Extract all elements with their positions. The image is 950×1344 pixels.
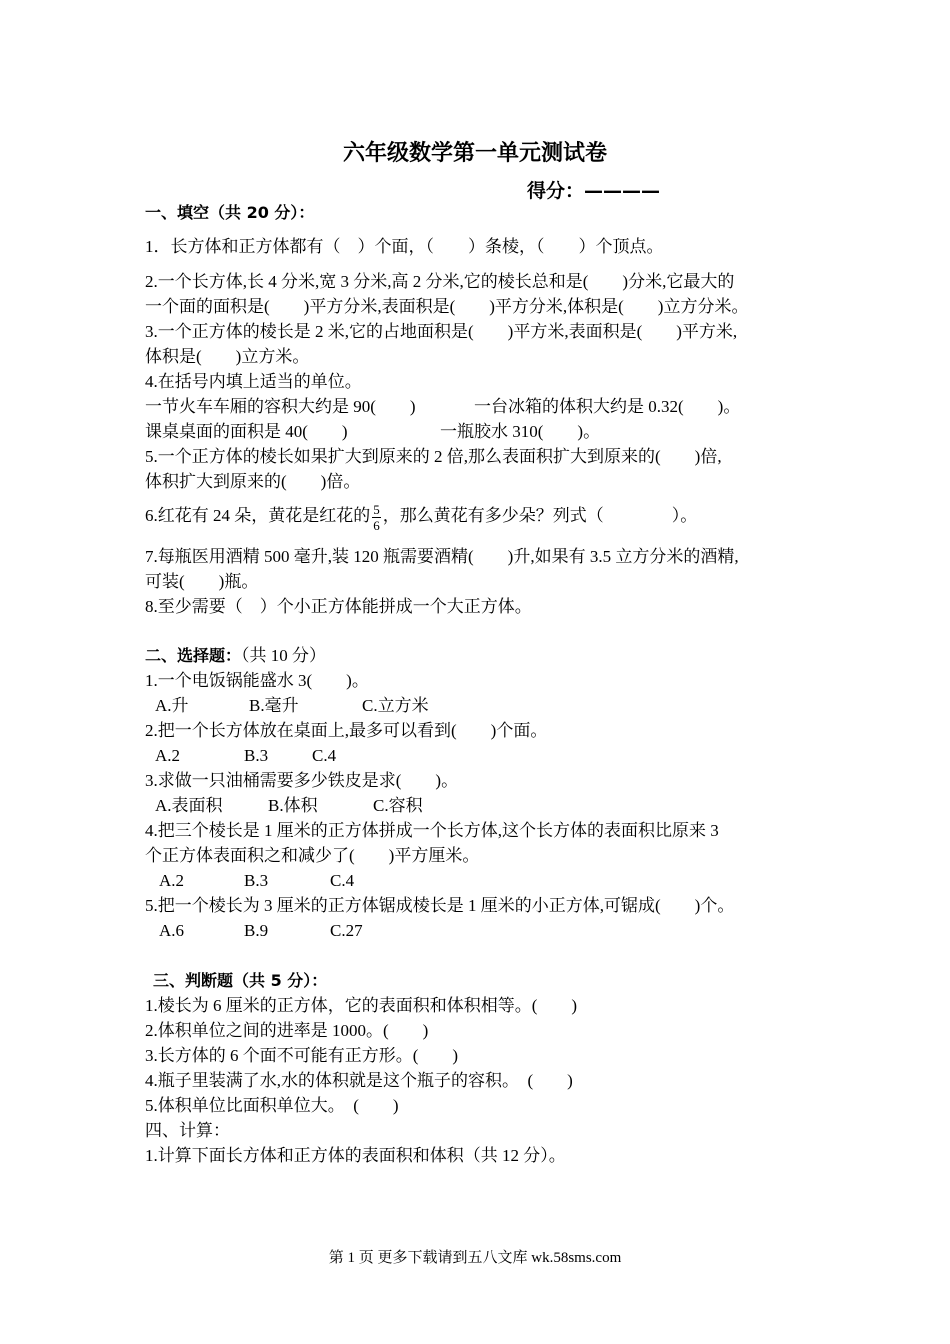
question-1-5-line1: 5.一个正方体的棱长如果扩大到原来的 2 倍,那么表面积扩大到原来的( )倍, — [145, 447, 722, 466]
score-label: 得分：———— — [527, 180, 661, 202]
question-1-4-item-a2: 一台冰箱的体积大约是 0.32( )。 — [474, 397, 741, 416]
option-2-1-a: A.升 — [155, 696, 189, 715]
option-2-1-b: B.毫升 — [249, 696, 299, 715]
question-2-5: 5.把一个棱长为 3 厘米的正方体锯成棱长是 1 厘米的小正方体,可锯成( )个。 — [145, 896, 735, 915]
option-2-5-b: B.9 — [244, 921, 269, 940]
question-1-4: 4.在括号内填上适当的单位。 — [145, 372, 362, 391]
question-1-6-text: 6.红花有 24 朵，黄花是红花的 — [145, 506, 371, 525]
section-heading-choice — [145, 645, 326, 667]
question-1-2-line2: 一个面的面积是( )平方分米,表面积是( )平方分米,体积是( )立方分米。 — [145, 297, 749, 316]
section-heading-calculation: 四、计算： — [145, 1121, 230, 1140]
option-2-2-c: C.4 — [312, 746, 337, 765]
question-1-4-item-b1: 课桌桌面的面积是 40( ) — [145, 422, 348, 441]
question-4-1: 1.计算下面长方体和正方体的表面积和体积（共 12 分）。 — [145, 1146, 566, 1165]
section-heading-choice-points: （共 10 分） — [241, 646, 327, 665]
option-2-3-c: C.容积 — [373, 796, 423, 815]
question-1-7-line1: 7.每瓶医用酒精 500 毫升,装 120 瓶需要酒精( )升,如果有 3.5 立方分米的酒精, — [145, 547, 739, 566]
section-heading-true-false: 三、判断题（共 5 分）： — [153, 971, 328, 990]
question-2-4-line2: 个正方体表面积之和减少了( )平方厘米。 — [145, 846, 480, 865]
option-2-2-b: B.3 — [244, 746, 269, 765]
question-3-1: 1.棱长为 6 厘米的正方体，它的表面积和体积相等。( ) — [145, 996, 578, 1015]
question-1-2-line1: 2.一个长方体,长 4 分米,宽 3 分米,高 2 分米,它的棱长总和是( )分米,它最大的 — [145, 272, 735, 291]
question-1-5-line2: 体积扩大到原来的( )倍。 — [145, 472, 361, 491]
page-title: 六年级数学第一单元测试卷 — [342, 141, 607, 166]
question-3-2: 2.体积单位之间的进率是 1000。( ) — [145, 1021, 429, 1040]
question-1-8: 8.至少需要（ ）个小正方体能拼成一个大正方体。 — [145, 597, 532, 616]
fraction — [372, 502, 381, 533]
question-2-4-line1: 4.把三个棱长是 1 厘米的正方体拼成一个长方体,这个长方体的表面积比原来 3 — [145, 821, 719, 840]
fraction-numerator: 5 — [373, 501, 380, 517]
section-heading-choice-bold: 二、选择题： — [145, 646, 242, 665]
question-3-5: 5.体积单位比面积单位大。 ( ) — [145, 1096, 399, 1115]
option-2-4-a: A.2 — [159, 871, 185, 890]
option-2-4-c: C.4 — [330, 871, 355, 890]
question-1-3-line2: 体积是( )立方米。 — [145, 347, 310, 366]
question-1-1: 1．长方体和正方体都有（ ）个面，（ ）条棱，（ ）个顶点。 — [145, 237, 664, 256]
option-2-1-c: C.立方米 — [362, 696, 429, 715]
option-2-5-c: C.27 — [330, 921, 363, 940]
question-1-4-item-a1: 一节火车车厢的容积大约是 90( ) — [145, 397, 416, 416]
question-1-4-item-b2: 一瓶胶水 310( )。 — [440, 422, 601, 441]
question-3-4: 4.瓶子里装满了水,水的体积就是这个瓶子的容积。 ( ) — [145, 1071, 573, 1090]
fraction-denominator: 6 — [373, 517, 380, 533]
question-2-3: 3.求做一只油桶需要多少铁皮是求( )。 — [145, 771, 459, 790]
section-heading-fill-in: 一、填空（共 20 分）： — [145, 203, 315, 222]
question-1-7-line2: 可装( )瓶。 — [145, 572, 259, 591]
option-2-5-a: A.6 — [159, 921, 185, 940]
option-2-4-b: B.3 — [244, 871, 269, 890]
option-2-3-b: B.体积 — [268, 796, 318, 815]
option-2-2-a: A.2 — [155, 746, 181, 765]
question-1-3-line1: 3.一个正方体的棱长是 2 米,它的占地面积是( )平方米,表面积是( )平方米, — [145, 322, 738, 341]
question-3-3: 3.长方体的 6 个面不可能有正方形。( ) — [145, 1046, 459, 1065]
question-1-6 — [145, 500, 697, 533]
question-2-2: 2.把一个长方体放在桌面上,最多可以看到( )个面。 — [145, 721, 548, 740]
question-2-1: 1.一个电饭锅能盛水 3( )。 — [145, 671, 369, 690]
page-footer: 第 1 页 更多下载请到五八文库 wk.58sms.com — [328, 1250, 622, 1266]
option-2-3-a: A.表面积 — [155, 796, 223, 815]
question-1-6-text-end: ，那么黄花有多少朵？列式（ ）。 — [382, 506, 698, 525]
